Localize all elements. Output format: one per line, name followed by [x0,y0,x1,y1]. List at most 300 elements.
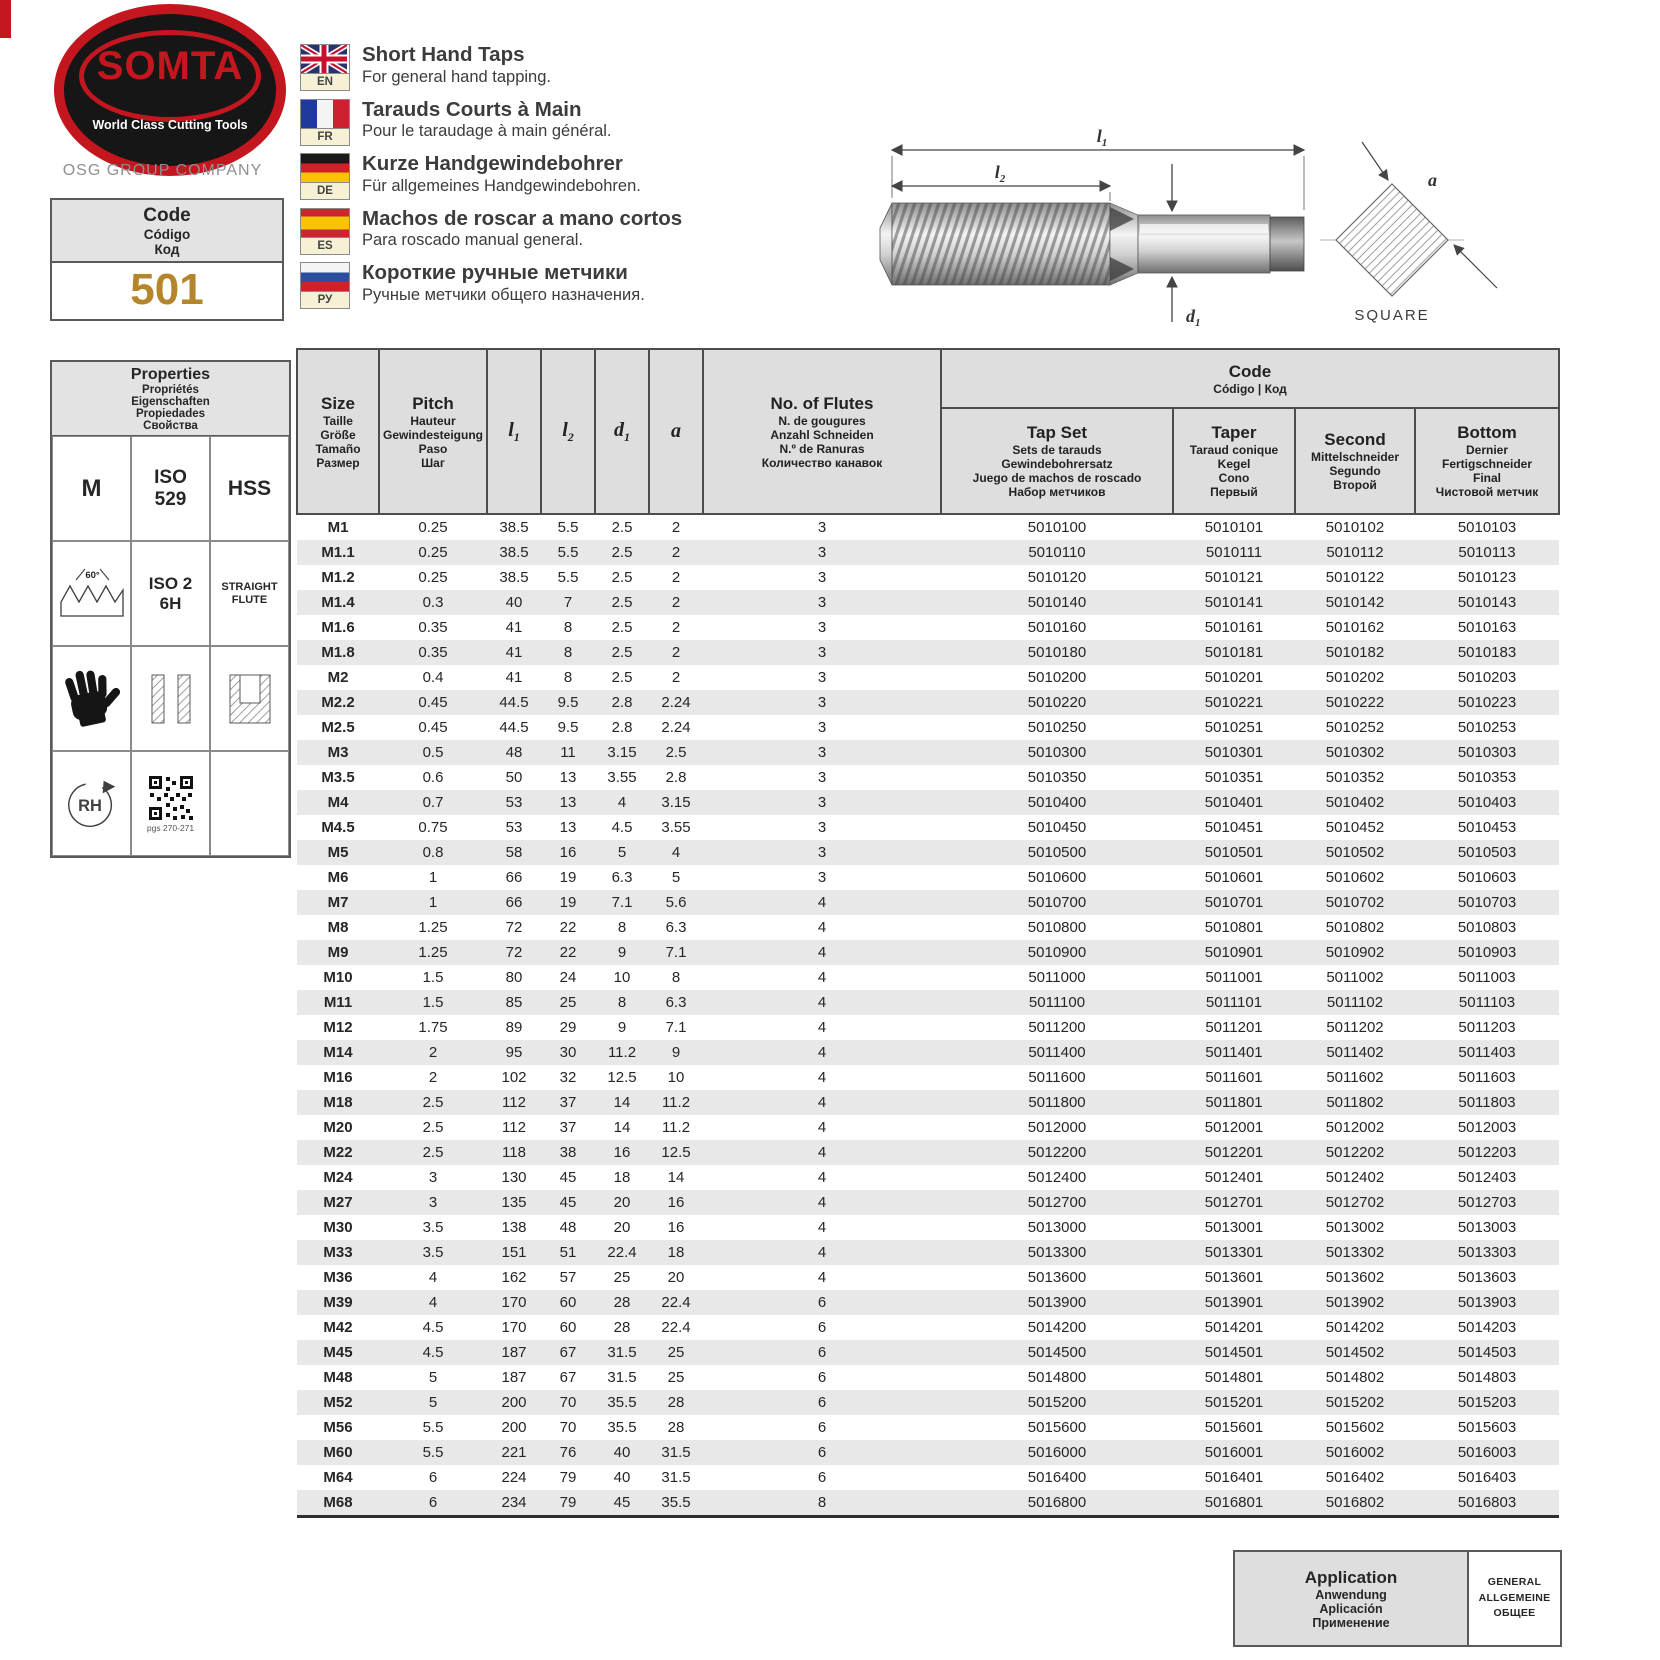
cell-l1: 48 [505,744,523,761]
cell-flutes: 6 [817,1344,827,1361]
cell-a: 22.4 [661,1294,691,1311]
cell-second: 5010902 [1325,944,1385,961]
cell-bottom: 5010163 [1457,619,1517,636]
cell-second: 5011802 [1326,1094,1384,1111]
cell-d1: 31.5 [607,1344,637,1361]
cell-size: M1.2 [321,569,355,586]
cell-size: M1.8 [321,644,355,661]
table-row [297,1240,1559,1265]
cell-l1: 66 [505,894,523,911]
cell-bottom: 5010503 [1457,844,1517,861]
square-cross-section [1320,142,1497,324]
cell-d1: 4 [617,794,627,811]
language-subtitle: Para roscado manual general. [362,231,584,250]
cell-taper: 5010121 [1204,569,1264,586]
cell-taper: 5013901 [1204,1294,1264,1311]
cell-second: 5010182 [1325,644,1385,661]
cell-second: 5014802 [1325,1369,1385,1386]
flag-box [300,44,350,91]
cell-tap_set: 5013900 [1027,1294,1087,1311]
dimension-label-l1: $l_1$ [1096,126,1108,149]
cell-flutes: 3 [817,619,827,636]
cell-size: M7 [327,894,349,911]
cell-bottom: 5012703 [1457,1194,1517,1211]
cell-tap_set: 5010450 [1027,819,1087,836]
cell-flutes: 4 [817,969,827,986]
cell-second: 5010222 [1325,694,1385,711]
cell-taper: 5011601 [1205,1069,1263,1086]
cell-l1: 38.5 [499,519,529,536]
cell-bottom: 5014503 [1457,1344,1517,1361]
cell-flutes: 4 [817,1194,827,1211]
table-row [297,615,1559,640]
cell-l2: 29 [559,1019,577,1036]
col-header-tap-set: Tap Set Sets de tarauds Gewindebohrersatz Juego de machos de roscado Набор метчиков [941,408,1173,514]
table-row [297,1490,1559,1517]
cell-taper: 5014801 [1204,1369,1264,1386]
cell-a: 16 [667,1219,685,1236]
cell-size: M52 [323,1394,353,1411]
cell-taper: 5010181 [1204,644,1264,661]
through-hole-icon [145,670,197,728]
cell-d1: 40 [613,1444,631,1461]
cell-pitch: 0.25 [418,544,448,561]
cell-tap_set: 5013300 [1027,1244,1087,1261]
cell-tap_set: 5010500 [1027,844,1087,861]
cell-size: M1.1 [321,544,355,561]
cell-second: 5010142 [1325,594,1385,611]
cell-flutes: 3 [817,644,827,661]
cell-l2: 24 [559,969,577,986]
cell-pitch: 4 [428,1294,438,1311]
cell-tap_set: 5011000 [1028,969,1086,986]
cell-pitch: 4.5 [422,1344,444,1361]
cell-flutes: 6 [817,1469,827,1486]
cell-d1: 45 [595,1490,649,1517]
cell-size: M2 [327,669,349,686]
cell-flutes: 4 [817,1019,827,1036]
cell-size: M1.4 [321,594,355,611]
cell-size: M1.6 [321,619,355,636]
cell-l1: 151 [501,1244,527,1261]
cell-pitch: 1.5 [422,994,444,1011]
cell-second: 5010502 [1325,844,1385,861]
cell-l2: 22 [559,944,577,961]
cell-l1: 72 [505,944,523,961]
table-row [297,815,1559,840]
cell-l2: 30 [559,1044,577,1061]
cell-d1: 14 [613,1094,631,1111]
cell-pitch: 3 [428,1169,438,1186]
cell-flutes: 3 [817,669,827,686]
cell-flutes: 4 [817,1119,827,1136]
cell-bottom: 5011103 [1458,994,1516,1011]
cell-tap_set: 5011100 [1028,994,1086,1011]
table-row [297,1215,1559,1240]
cell-l1: 112 [502,1119,526,1136]
cell-l2: 38 [559,1144,577,1161]
cell-bottom: 5010183 [1457,644,1517,661]
cell-a: 2 [671,544,681,561]
cell-tap_set: 5010180 [1027,644,1087,661]
cell-second: 5013302 [1325,1244,1385,1261]
cell-tap_set: 5010160 [1027,619,1087,636]
cell-pitch: 6 [379,1490,487,1517]
cell-d1: 2.5 [611,544,633,561]
cell-d1: 28 [613,1294,631,1311]
code-value: 501 [130,265,204,314]
property-rotation [52,751,131,856]
table-row [297,690,1559,715]
cell-tap_set: 5015600 [1027,1419,1087,1436]
cell-taper: 5011201 [1205,1019,1263,1036]
cell-l2: 25 [559,994,577,1011]
cell-l1: 44.5 [499,694,529,711]
cell-l2: 9.5 [557,719,579,736]
language-text [362,208,682,250]
cell-size: M4.5 [321,819,355,836]
cell-l1: 135 [501,1194,527,1211]
cell-l2: 67 [559,1344,577,1361]
table-row [297,1415,1559,1440]
cell-size: M4 [327,794,349,811]
cell-size: M3 [327,744,349,761]
cell-size: M56 [323,1419,353,1436]
cell-tap_set: 5010400 [1027,794,1087,811]
cell-d1: 2.5 [611,519,633,536]
cell-flutes: 3 [817,719,827,736]
property-through-hole [131,646,210,751]
table-row [297,1165,1559,1190]
table-row [297,1065,1559,1090]
cell-a: 6.3 [665,994,687,1011]
cell-l2: 5.5 [557,544,579,561]
cell-bottom: 5010453 [1457,819,1517,836]
cell-flutes: 4 [817,1094,827,1111]
cell-l2: 13 [559,769,577,786]
language-subtitle: Pour le taraudage à main général. [362,122,612,141]
cell-flutes: 4 [817,1069,827,1086]
logo-text: SOMTA [96,44,244,88]
company-name: OSG GROUP COMPANY [62,162,263,179]
table-row [297,915,1559,940]
language-row-ru [300,262,860,309]
table-row [297,640,1559,665]
cell-size: M36 [323,1269,353,1286]
property-standard: ISO 529 [131,436,210,541]
cell-flutes: 3 [817,769,827,786]
cell-tap_set: 5010110 [1028,544,1086,561]
cell-bottom: 5010103 [1457,519,1517,536]
cell-pitch: 2 [428,1069,438,1086]
blind-hole-icon [224,670,276,728]
cell-bottom: 5010303 [1457,744,1517,761]
cell-taper: 5014501 [1204,1344,1264,1361]
cell-pitch: 1.25 [418,944,448,961]
cell-tap_set: 5010200 [1027,669,1087,686]
cell-bottom: 5010703 [1457,894,1517,911]
cell-tap_set: 5015200 [1027,1394,1087,1411]
cell-tap_set: 5014800 [1027,1369,1087,1386]
cell-flutes: 3 [817,594,827,611]
dimension-label-l2: $l_2$ [994,162,1006,185]
application-header: Application Anwendung Aplicación Применение [1235,1552,1469,1645]
cell-l2: 37 [559,1094,577,1111]
cell-d1: 20 [613,1194,631,1211]
table-row [297,990,1559,1015]
cell-flutes: 4 [817,894,827,911]
col-header-l2: $l_2$ [541,349,595,514]
property-qr [131,751,210,856]
cell-second: 5010602 [1325,869,1385,886]
cell-a: 2 [671,644,681,661]
cell-l1: 200 [501,1394,527,1411]
cell-a: 3.15 [661,794,691,811]
col-header-a: a [649,349,703,514]
table-row [297,1465,1559,1490]
cell-l1: 38.5 [499,544,529,561]
cell-a: 8 [671,969,681,986]
cell-l2: 11 [560,744,576,761]
table-row [297,940,1559,965]
cell-tap_set: 5010300 [1027,744,1087,761]
cell-bottom: 5014803 [1457,1369,1517,1386]
language-row-es [300,208,860,255]
cell-second: 5010112 [1326,544,1384,561]
cell-tap_set: 5010350 [1027,769,1087,786]
cell-a: 2 [671,669,681,686]
cell-d1: 2.5 [611,569,633,586]
cell-tap_set: 5010600 [1027,869,1087,886]
property-thread-angle [52,541,131,646]
cell-taper: 5011801 [1205,1094,1263,1111]
cell-l1: 187 [501,1344,527,1361]
cell-pitch: 0.25 [418,569,448,586]
cell-tap_set: 5013600 [1027,1269,1087,1286]
cell-a: 12.5 [661,1144,691,1161]
cell-l2: 19 [559,894,577,911]
cell-a: 5.6 [665,894,687,911]
cell-flutes: 6 [817,1369,827,1386]
cell-l2: 76 [559,1444,577,1461]
table-row [297,1090,1559,1115]
cell-taper: 5011001 [1205,969,1263,986]
cell-second: 5010352 [1325,769,1385,786]
cell-d1: 11.2 [607,1044,637,1061]
cell-pitch: 0.75 [418,819,448,836]
cell-taper: 5015601 [1204,1419,1264,1436]
cell-d1: 2.8 [611,719,633,736]
property-flute-type: STRAIGHT FLUTE [210,541,289,646]
cell-taper: 5010401 [1204,794,1264,811]
cell-bottom: 5016403 [1457,1469,1517,1486]
table-row [297,1040,1559,1065]
cell-a: 10 [667,1069,685,1086]
language-code-label: DE [301,183,349,199]
cell-size: M14 [323,1044,353,1061]
cell-taper: 5010111 [1205,544,1263,561]
cell-size: M39 [323,1294,353,1311]
cell-l1: 41 [505,644,523,661]
cell-flutes: 4 [817,944,827,961]
cell-tap_set: 5010900 [1027,944,1087,961]
cell-size: M8 [327,919,349,936]
cell-pitch: 0.35 [418,619,448,636]
de-flag-icon [301,154,349,183]
dimension-label-d1: $d_1$ [1186,306,1201,328]
cell-l2: 70 [559,1394,577,1411]
language-code-label: ES [301,238,349,254]
cell-d1: 2.5 [611,619,633,636]
cell-flutes: 6 [817,1444,827,1461]
cell-size: M6 [327,869,349,886]
cell-taper: 5016801 [1173,1490,1295,1517]
cell-taper: 5010601 [1204,869,1264,886]
cell-a: 2 [671,594,681,611]
cell-d1: 8 [617,994,627,1011]
col-header-l1: $l_1$ [487,349,541,514]
dimension-label-a: a [1428,170,1437,190]
cell-flutes: 4 [817,1144,827,1161]
table-row [297,1365,1559,1390]
cell-tap_set: 5016400 [1027,1469,1087,1486]
cell-d1: 14 [613,1119,631,1136]
cell-size: M24 [323,1169,353,1186]
cell-d1: 16 [613,1144,631,1161]
language-row-fr [300,99,860,146]
properties-header: Properties Propriétés Eigenschaften Propiedades Свойства [52,362,289,436]
table-row [297,1290,1559,1315]
col-header-second: Second Mittelschneider Segundo Второй [1295,408,1415,514]
cell-d1: 25 [613,1269,631,1286]
cell-size: M10 [323,969,353,986]
cell-a: 35.5 [649,1490,703,1517]
cell-bottom: 5010253 [1457,719,1517,736]
cell-d1: 12.5 [607,1069,637,1086]
cell-flutes: 3 [817,869,827,886]
cell-tap_set: 5010700 [1027,894,1087,911]
cell-bottom: 5010113 [1458,544,1516,561]
fr-flag-icon [301,100,349,129]
cell-second: 5015202 [1325,1394,1385,1411]
cell-l1: 44.5 [499,719,529,736]
cell-size: M2.2 [321,694,355,711]
spec-table [296,348,1560,1518]
cell-tap_set: 5010250 [1027,719,1087,736]
cell-taper: 5013301 [1204,1244,1264,1261]
cell-second: 5010102 [1325,519,1385,536]
cell-bottom: 5013903 [1457,1294,1517,1311]
cell-d1: 2.8 [611,694,633,711]
cell-l2: 60 [559,1319,577,1336]
cell-l1: 72 [505,919,523,936]
table-row [297,514,1559,540]
cell-a: 3.55 [661,819,691,836]
cell-size: M27 [323,1194,353,1211]
cell-a: 2 [671,569,681,586]
cell-size: M16 [323,1069,353,1086]
table-row [297,765,1559,790]
cell-bottom: 5014203 [1457,1319,1517,1336]
cell-d1: 35.5 [607,1394,637,1411]
cell-flutes: 6 [817,1419,827,1436]
cell-l1: 41 [505,669,523,686]
cell-second: 5010252 [1325,719,1385,736]
cell-tap_set: 5016800 [941,1490,1173,1517]
cell-second: 5011202 [1326,1019,1384,1036]
cell-second: 5016402 [1325,1469,1385,1486]
cell-a: 28 [667,1394,685,1411]
cell-taper: 5010221 [1204,694,1264,711]
cell-d1: 18 [613,1169,631,1186]
cell-bottom: 5011803 [1458,1094,1516,1111]
cell-second: 5010702 [1325,894,1385,911]
cell-second: 5014502 [1325,1344,1385,1361]
cell-pitch: 0.45 [418,719,448,736]
cell-tap_set: 5010220 [1027,694,1087,711]
cell-second: 5012702 [1325,1194,1385,1211]
cell-second: 5016802 [1295,1490,1415,1517]
thread-profile-icon [57,566,127,622]
cell-l1: 40 [505,594,523,611]
cell-taper: 5010451 [1204,819,1264,836]
flag-box [300,99,350,146]
table-row [297,1115,1559,1140]
cell-l1: 58 [505,844,523,861]
cell-pitch: 4.5 [422,1319,444,1336]
cell-l1: 200 [501,1419,527,1436]
cell-flutes: 4 [817,1169,827,1186]
cell-l2: 19 [559,869,577,886]
cell-pitch: 2.5 [422,1119,444,1136]
code-box [50,198,284,321]
cell-pitch: 1.5 [422,969,444,986]
ru-flag-icon [301,263,349,292]
cell-l2: 37 [559,1119,577,1136]
tap-diagram [872,108,1572,328]
table-row [297,965,1559,990]
cell-tap_set: 5012200 [1027,1144,1087,1161]
cell-d1: 3.15 [607,744,637,761]
cell-taper: 5012201 [1204,1144,1264,1161]
cell-tap_set: 5014200 [1027,1319,1087,1336]
language-text [362,99,612,141]
cell-a: 2.24 [661,694,691,711]
es-flag-icon [301,209,349,238]
language-title: Kurze Handgewindebohrer [362,152,623,175]
cell-bottom: 5010203 [1457,669,1517,686]
cell-a: 28 [667,1419,685,1436]
cell-d1: 20 [613,1219,631,1236]
cell-l1: 66 [505,869,523,886]
cell-d1: 31.5 [607,1369,637,1386]
cell-l2: 51 [559,1244,577,1261]
cell-a: 16 [667,1194,685,1211]
language-title: Короткие ручные метчики [362,261,628,284]
cell-bottom: 5011603 [1458,1069,1516,1086]
flag-box [300,153,350,200]
cell-l2: 13 [559,819,577,836]
cell-l1: 170 [501,1319,527,1336]
cell-l1: 234 [487,1490,541,1517]
cell-pitch: 0.25 [418,519,448,536]
cell-tap_set: 5010100 [1027,519,1087,536]
qr-caption: pgs 270-271 [146,822,195,833]
cell-flutes: 3 [817,844,827,861]
cell-l1: 50 [505,769,523,786]
cell-taper: 5010161 [1204,619,1264,636]
cell-d1: 35.5 [607,1419,637,1436]
